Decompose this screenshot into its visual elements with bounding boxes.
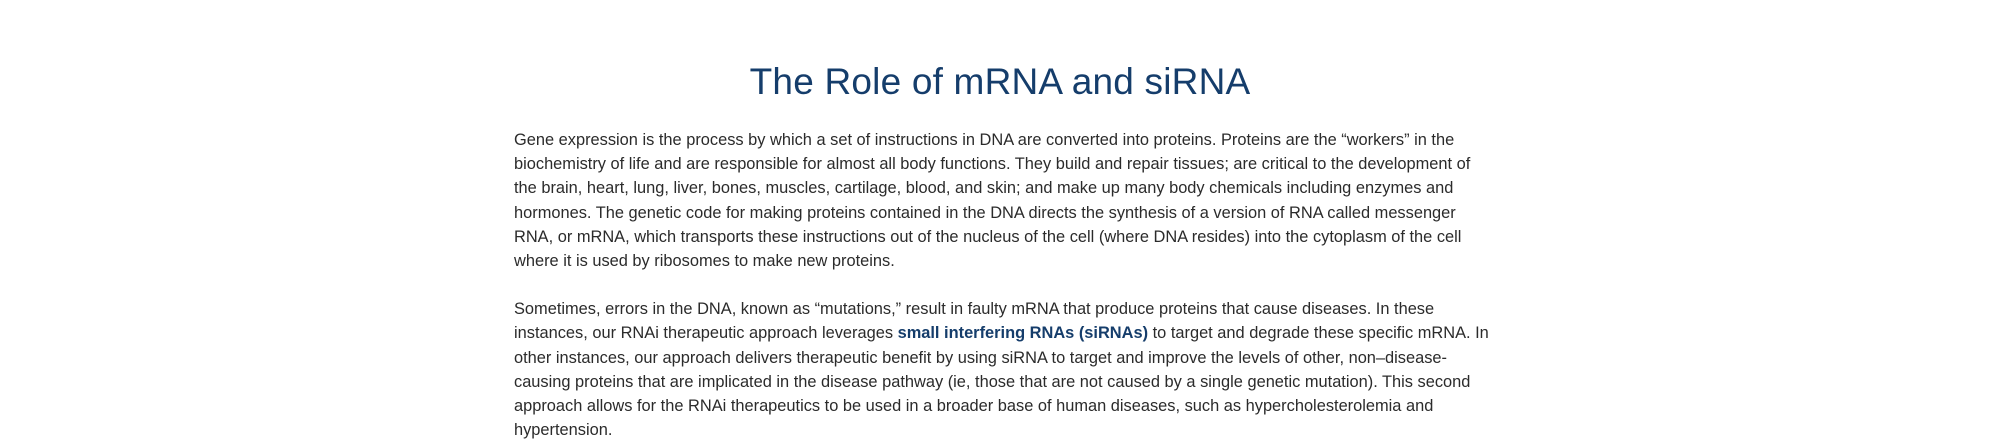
article-body <box>514 128 1494 442</box>
paragraph-text-before: Sometimes, errors in the DNA, known as “mutations,” result in faulty mRNA that produce proteins that cause diseases. In these instances, our RNAi therapeutic approach leverages <box>514 300 1435 343</box>
sirna-emphasis: small interfering RNAs (siRNAs) <box>897 324 1149 343</box>
paragraph-text-after: to target and degrade these specific mRNA. In other instances, our approach delivers therapeutic benefit by using siRNA to target and improve the levels of other, non–disease-causing proteins that are implicated in the disease pathway (ie, those that are not caused by a single genetic mutation). This second approach allows for the RNAi therapeutics to be used in a broader base of human diseases, such as hypercholesterolemia and hypertension. <box>514 324 1489 440</box>
paragraph-mutations <box>514 297 1494 442</box>
page-title: The Role of mRNA and siRNA <box>749 61 1251 102</box>
paragraph-gene-expression: Gene expression is the process by which a set of instructions in DNA are converted into proteins. Proteins are the “workers” in the biochemistry of life and are responsible for almost all body functions. They build and repair tissues; are critical to the development of the brain, heart, lung, liver, bones, muscles, cartilage, blood, and skin; and make up many body chemicals including enzymes and hormones. The genetic code for making proteins contained in the DNA directs the synthesis of a version of RNA called messenger RNA, or mRNA, which transports these instructions out of the nucleus of the cell (where DNA resides) into the cytoplasm of the cell where it is used by ribosomes to make new proteins. <box>514 131 1471 271</box>
